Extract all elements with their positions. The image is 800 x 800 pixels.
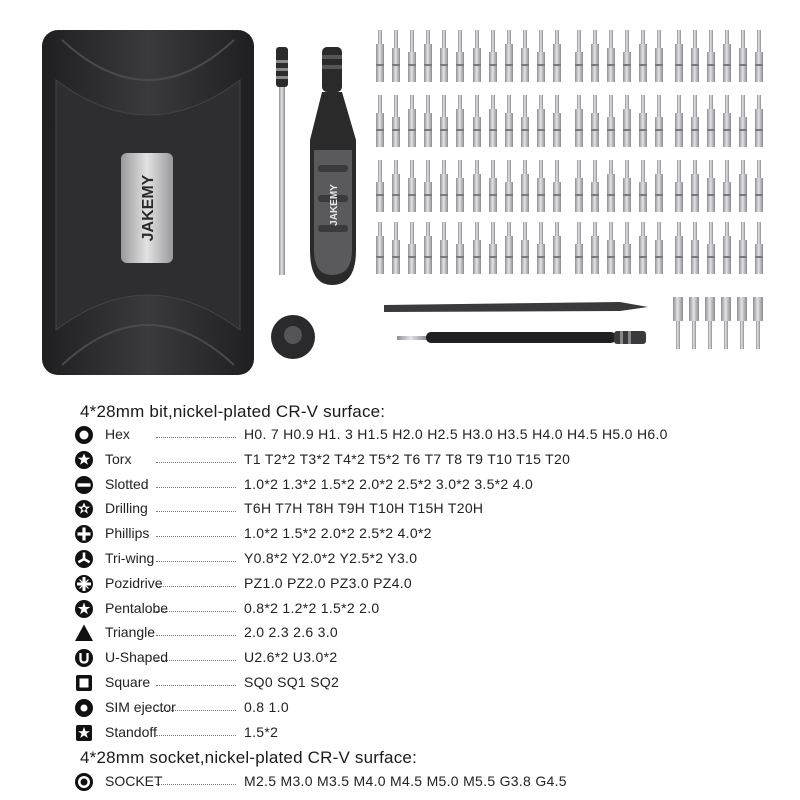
bit-type-row bbox=[74, 497, 794, 519]
screwdriver-bit bbox=[505, 30, 513, 82]
bit-type-name: Torx bbox=[105, 450, 132, 467]
screwdriver-bit bbox=[591, 222, 599, 274]
screwdriver-bit bbox=[607, 95, 615, 147]
screwdriver-bit bbox=[505, 95, 513, 147]
screwdriver-bit bbox=[639, 30, 647, 82]
screwdriver-bit bbox=[408, 222, 416, 274]
screwdriver-bit bbox=[675, 95, 683, 147]
leader-dots bbox=[74, 497, 244, 519]
socket-bit bbox=[705, 297, 715, 349]
bit-type-row bbox=[74, 671, 794, 693]
socket-bit bbox=[673, 297, 683, 349]
screwdriver-bit bbox=[376, 222, 384, 274]
bit-sizes: 1.5*2 bbox=[244, 723, 279, 740]
screwdriver-bit bbox=[591, 95, 599, 147]
bit-sizes: T6H T7H T8H T9H T10H T15H T20H bbox=[244, 500, 484, 517]
bit-type-row bbox=[74, 721, 794, 743]
bit-type-name: Drilling bbox=[105, 500, 148, 517]
tweezers bbox=[384, 302, 648, 312]
screwdriver-bit bbox=[521, 95, 529, 147]
screwdriver-bit bbox=[489, 160, 497, 212]
screwdriver-bit bbox=[707, 160, 715, 212]
bit-sizes: U2.6*2 U3.0*2 bbox=[244, 649, 338, 666]
socket-set bbox=[673, 297, 763, 349]
screwdriver-bit bbox=[755, 222, 763, 274]
screwdriver-bit bbox=[575, 160, 583, 212]
screwdriver-bit bbox=[675, 160, 683, 212]
screwdriver-bit bbox=[440, 95, 448, 147]
leader-dots bbox=[74, 522, 244, 544]
screwdriver-bit bbox=[675, 222, 683, 274]
bit-type-row bbox=[74, 473, 794, 495]
screwdriver-bit bbox=[505, 160, 513, 212]
screwdriver-bit bbox=[553, 30, 561, 82]
screwdriver-bit bbox=[675, 30, 683, 82]
screwdriver-bit bbox=[707, 222, 715, 274]
screwdriver-bit bbox=[623, 160, 631, 212]
bit-type-row bbox=[74, 572, 794, 594]
screwdriver-bit bbox=[707, 30, 715, 82]
socket-bit bbox=[689, 297, 699, 349]
leader-dots bbox=[74, 448, 244, 470]
screwdriver-bit bbox=[392, 95, 400, 147]
screwdriver-bit bbox=[607, 30, 615, 82]
screwdriver-bit bbox=[655, 160, 663, 212]
screwdriver-bit bbox=[408, 160, 416, 212]
screwdriver-bit bbox=[655, 95, 663, 147]
screwdriver-bit bbox=[376, 95, 384, 147]
bit-type-name: Triangle bbox=[105, 624, 156, 641]
screwdriver-bit bbox=[607, 222, 615, 274]
screwdriver-bit bbox=[607, 160, 615, 212]
screwdriver-bit bbox=[408, 30, 416, 82]
screwdriver-bit bbox=[473, 160, 481, 212]
screwdriver-bit bbox=[739, 222, 747, 274]
screwdriver-bit bbox=[591, 160, 599, 212]
bit-sizes: 2.0 2.3 2.6 3.0 bbox=[244, 624, 339, 641]
bit-sizes: Y0.8*2 Y2.0*2 Y2.5*2 Y3.0 bbox=[244, 550, 418, 566]
screwdriver-bit bbox=[456, 222, 464, 274]
screwdriver-bit bbox=[553, 95, 561, 147]
bit-type-row bbox=[74, 448, 794, 470]
screwdriver-bit bbox=[755, 95, 763, 147]
screwdriver-handle bbox=[310, 47, 356, 285]
bits-heading: 4*28mm bit,nickel-plated CR-V surface: bbox=[80, 402, 386, 421]
socket-bit bbox=[721, 297, 731, 349]
bit-type-name: Square bbox=[105, 674, 151, 690]
screwdriver-bit bbox=[473, 30, 481, 82]
screwdriver-bit bbox=[440, 160, 448, 212]
screwdriver-bit bbox=[639, 95, 647, 147]
storage-case bbox=[42, 30, 254, 375]
screwdriver-bit bbox=[639, 160, 647, 212]
bit-type-row bbox=[74, 646, 794, 668]
bit-sizes: 0.8 1.0 bbox=[244, 698, 289, 715]
screwdriver-bit bbox=[473, 95, 481, 147]
bit-type-name: Hex bbox=[105, 426, 130, 442]
handle-cap bbox=[271, 315, 315, 359]
bit-sizes: T1 T2*2 T3*2 T4*2 T5*2 T6 T7 T8 T9 T10 T15 T20 bbox=[244, 450, 571, 467]
leader-dots bbox=[74, 423, 244, 445]
screwdriver-bit bbox=[655, 222, 663, 274]
screwdriver-bit bbox=[505, 222, 513, 274]
bit-sizes: H0. 7 H0.9 H1. 3 H1.5 H2.0 H2.5 H3.0 H3.5 H4.0 H4.5 H5.0 H6.0 bbox=[244, 426, 668, 442]
screwdriver-bit bbox=[739, 30, 747, 82]
screwdriver-bit bbox=[691, 95, 699, 147]
screwdriver-bit bbox=[537, 95, 545, 147]
screwdriver-bit bbox=[489, 30, 497, 82]
screwdriver-bit bbox=[392, 222, 400, 274]
screwdriver-bit bbox=[456, 30, 464, 82]
bit-type-name: Pozidrive bbox=[105, 574, 163, 591]
product-photo bbox=[0, 0, 800, 390]
screwdriver-bit bbox=[623, 30, 631, 82]
screwdriver-bit bbox=[691, 222, 699, 274]
bit-grid bbox=[376, 30, 763, 274]
screwdriver-bit bbox=[553, 160, 561, 212]
socket-bit bbox=[737, 297, 747, 349]
bit-type-row bbox=[74, 423, 794, 445]
bit-sizes: SQ0 SQ1 SQ2 bbox=[244, 674, 340, 690]
screwdriver-bit bbox=[521, 30, 529, 82]
screwdriver-bit bbox=[392, 30, 400, 82]
screwdriver-bit bbox=[537, 160, 545, 212]
screwdriver-bit bbox=[440, 222, 448, 274]
screwdriver-bit bbox=[691, 30, 699, 82]
screwdriver-bit bbox=[591, 30, 599, 82]
screwdriver-bit bbox=[723, 30, 731, 82]
screwdriver-bit bbox=[456, 95, 464, 147]
leader-dots bbox=[74, 721, 244, 743]
screwdriver-bit bbox=[723, 160, 731, 212]
bit-type-name: Standoff bbox=[105, 723, 157, 740]
screwdriver-bit bbox=[489, 95, 497, 147]
bit-type-name: SOCKET bbox=[105, 773, 163, 789]
bit-type-name: Slotted bbox=[105, 475, 149, 492]
bit-type-row bbox=[74, 597, 794, 619]
bit-sizes: 0.8*2 1.2*2 1.5*2 2.0 bbox=[244, 599, 380, 616]
bit-type-name: SIM ejector bbox=[105, 698, 176, 715]
bit-type-name: U-Shaped bbox=[105, 649, 169, 666]
screwdriver-bit bbox=[392, 160, 400, 212]
screwdriver-bit bbox=[376, 160, 384, 212]
flexible-shaft bbox=[397, 331, 646, 344]
screwdriver-bit bbox=[691, 160, 699, 212]
handle-brand: JAKEMY bbox=[329, 184, 340, 226]
bit-type-row bbox=[74, 696, 794, 718]
bit-type-name: Pentalobe bbox=[105, 599, 169, 616]
screwdriver-bit bbox=[575, 222, 583, 274]
case-brand: JAKEMY bbox=[140, 174, 157, 242]
screwdriver-bit bbox=[424, 30, 432, 82]
screwdriver-bit bbox=[739, 95, 747, 147]
screwdriver-bit bbox=[723, 95, 731, 147]
screwdriver-bit bbox=[440, 30, 448, 82]
screwdriver-bit bbox=[575, 30, 583, 82]
bit-type-row bbox=[74, 522, 794, 544]
screwdriver-bit bbox=[424, 222, 432, 274]
screwdriver-bit bbox=[489, 222, 497, 274]
leader-dots bbox=[74, 671, 244, 693]
screwdriver-bit bbox=[755, 160, 763, 212]
screwdriver-bit bbox=[537, 30, 545, 82]
screwdriver-bit bbox=[376, 30, 384, 82]
socket-heading: 4*28mm socket,nickel-plated CR-V surface: bbox=[80, 748, 417, 767]
bit-type-row bbox=[74, 547, 794, 569]
bit-type-name: Tri-wing bbox=[105, 550, 155, 566]
leader-dots bbox=[74, 547, 244, 569]
bit-sizes: 1.0*2 1.5*2 2.0*2 2.5*2 4.0*2 bbox=[244, 525, 432, 542]
screwdriver-bit bbox=[623, 222, 631, 274]
bit-type-row bbox=[74, 770, 794, 792]
bit-sizes: 1.0*2 1.3*2 1.5*2 2.0*2 2.5*2 3.0*2 3.5*2 4.0 bbox=[244, 475, 534, 492]
bit-type-name: Phillips bbox=[105, 525, 150, 542]
screwdriver-bit bbox=[408, 95, 416, 147]
screwdriver-bit bbox=[424, 160, 432, 212]
bit-sizes: PZ1.0 PZ2.0 PZ3.0 PZ4.0 bbox=[244, 574, 412, 591]
bit-type-row bbox=[74, 621, 794, 643]
screwdriver-bit bbox=[655, 30, 663, 82]
screwdriver-bit bbox=[623, 95, 631, 147]
bit-sizes: M2.5 M3.0 M3.5 M4.0 M4.5 M5.0 M5.5 G3.8 G4.5 bbox=[244, 773, 567, 789]
screwdriver-bit bbox=[639, 222, 647, 274]
screwdriver-bit bbox=[739, 160, 747, 212]
screwdriver-bit bbox=[521, 160, 529, 212]
screwdriver-bit bbox=[755, 30, 763, 82]
leader-dots bbox=[74, 473, 244, 495]
screwdriver-bit bbox=[537, 222, 545, 274]
screwdriver-bit bbox=[424, 95, 432, 147]
screwdriver-bit bbox=[473, 222, 481, 274]
screwdriver-bit bbox=[707, 95, 715, 147]
screwdriver-bit bbox=[575, 95, 583, 147]
extension-bar bbox=[276, 47, 288, 275]
screwdriver-bit bbox=[456, 160, 464, 212]
screwdriver-bit bbox=[521, 222, 529, 274]
screwdriver-bit bbox=[723, 222, 731, 274]
leader-dots bbox=[74, 621, 244, 643]
screwdriver-bit bbox=[553, 222, 561, 274]
socket-bit bbox=[753, 297, 763, 349]
